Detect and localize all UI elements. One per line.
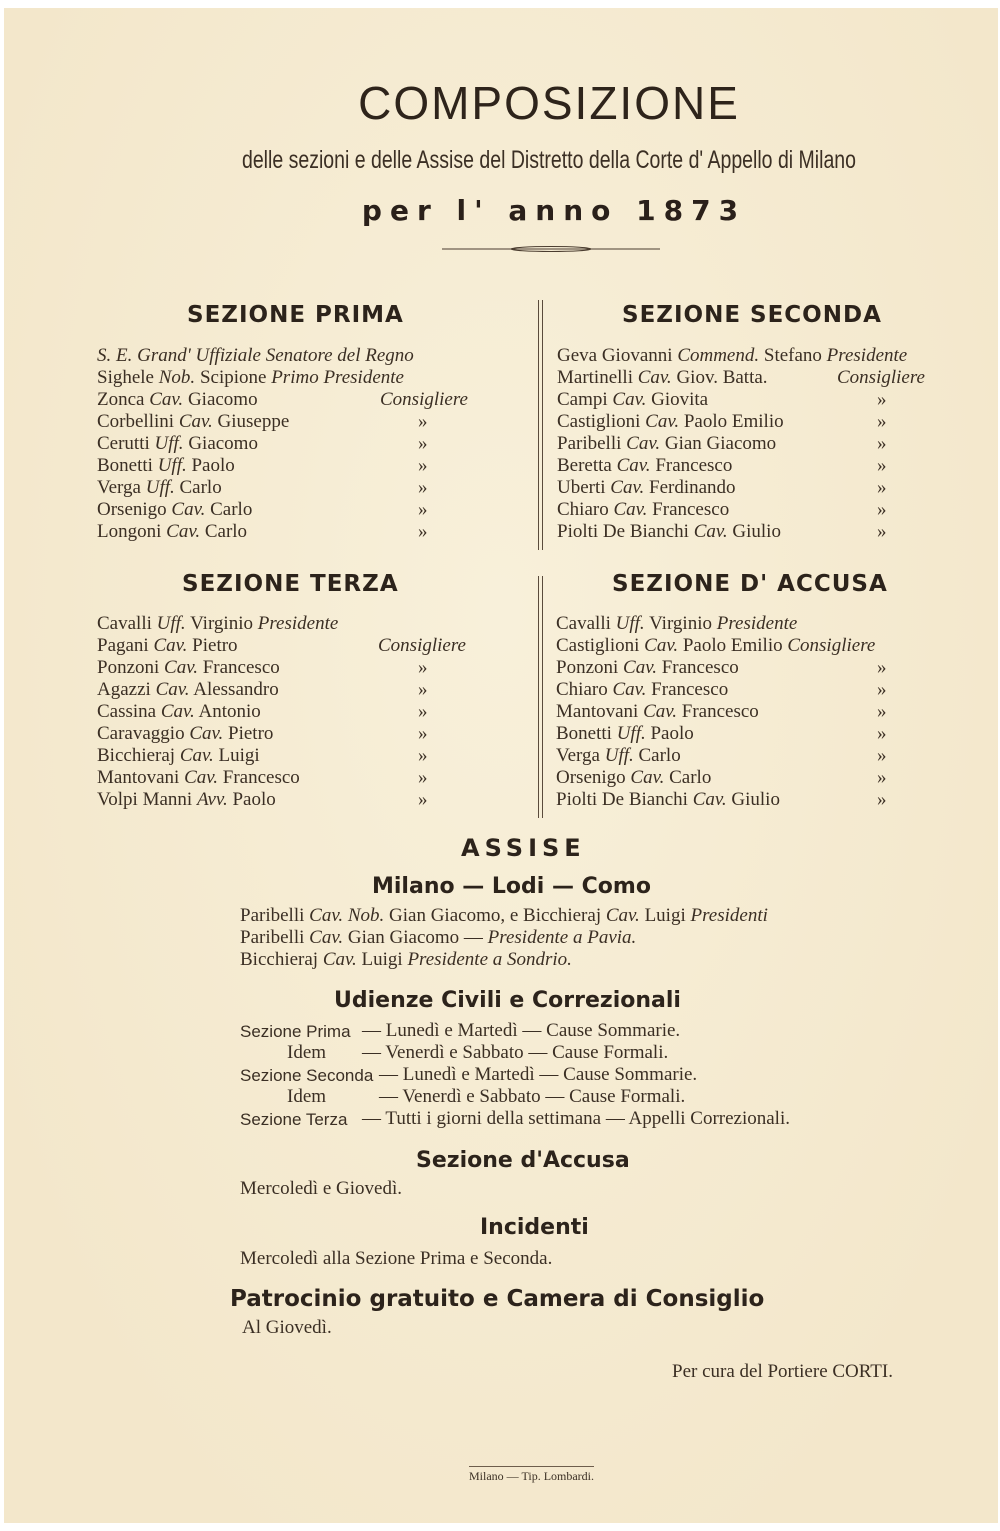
text-segment: Paribelli bbox=[240, 905, 310, 926]
text-segment: Bicchieraj bbox=[97, 745, 180, 766]
member-role: » bbox=[418, 789, 428, 810]
text-segment: Giovita bbox=[646, 389, 709, 410]
member-name bbox=[97, 613, 338, 635]
text-segment: Paolo Emilio bbox=[678, 635, 788, 656]
member-role: » bbox=[418, 657, 428, 678]
member-name bbox=[97, 521, 247, 543]
text-segment: Cav. bbox=[155, 679, 190, 700]
document-title: COMPOSIZIONE bbox=[358, 77, 740, 129]
member-role: » bbox=[418, 411, 428, 432]
member-role: » bbox=[877, 521, 887, 542]
text-segment: Cav. bbox=[637, 367, 672, 388]
member-name bbox=[556, 723, 694, 745]
member-role: » bbox=[418, 767, 428, 788]
member-name bbox=[556, 701, 759, 723]
text-segment: Verga bbox=[556, 745, 605, 766]
schedule-label: Sezione Prima bbox=[240, 1022, 351, 1041]
text-segment: Cav. bbox=[644, 635, 679, 656]
text-segment: Cav. bbox=[643, 701, 678, 722]
text-segment: Cav. bbox=[189, 723, 224, 744]
printer-footer: Milano — Tip. Lombardi. bbox=[469, 1466, 594, 1484]
text-segment: Presidente a Pavia. bbox=[487, 927, 637, 948]
member-name bbox=[556, 657, 739, 679]
member-role: » bbox=[877, 789, 887, 810]
text-segment: Verga bbox=[97, 477, 146, 498]
text-segment: Cav. Nob. bbox=[309, 905, 385, 926]
member-role: » bbox=[418, 745, 428, 766]
member-role: » bbox=[877, 657, 887, 678]
document-page bbox=[4, 8, 998, 1523]
text-segment: Mantovani bbox=[97, 767, 185, 788]
text-segment: Castiglioni bbox=[557, 411, 646, 432]
text-segment: Francesco bbox=[646, 679, 729, 700]
member-name bbox=[97, 433, 258, 455]
text-segment: Avv. bbox=[196, 789, 228, 810]
text-segment: Pagani bbox=[97, 635, 154, 656]
text-segment: Presidente bbox=[716, 613, 798, 634]
text-segment: Volpi Manni bbox=[97, 789, 197, 810]
schedule-label: Idem bbox=[287, 1042, 327, 1063]
text-segment: Virginio bbox=[185, 613, 258, 634]
text-segment: Francesco bbox=[677, 701, 759, 722]
member-role: » bbox=[877, 701, 887, 722]
member-role: » bbox=[418, 701, 428, 722]
text-segment: Longoni bbox=[97, 521, 167, 542]
text-segment: Cav. bbox=[322, 949, 357, 970]
text-segment: Cav. bbox=[605, 905, 640, 926]
text-segment: Cav. bbox=[612, 389, 647, 410]
text-segment: Cavalli bbox=[556, 613, 616, 634]
member-name bbox=[557, 455, 732, 477]
text-segment: Beretta bbox=[557, 455, 617, 476]
text-segment: Bonetti bbox=[556, 723, 617, 744]
text-segment: Cav. bbox=[630, 767, 665, 788]
text-segment: Paolo bbox=[227, 789, 276, 810]
schedule-text: — Venerdì e Sabbato — Cause Formali. bbox=[379, 1086, 686, 1107]
text-segment: Cav. bbox=[160, 701, 195, 722]
text-segment: Cav. bbox=[184, 767, 219, 788]
text-segment: Uberti bbox=[557, 477, 611, 498]
text-segment: Cav. bbox=[612, 679, 647, 700]
assise-line bbox=[240, 927, 636, 949]
assise-line bbox=[240, 905, 768, 927]
member-name bbox=[97, 367, 404, 389]
text-segment: Uff. bbox=[156, 613, 186, 634]
member-name bbox=[556, 745, 681, 767]
text-segment: Paribelli bbox=[557, 433, 627, 454]
text-segment: Piolti De Bianchi bbox=[557, 521, 694, 542]
text-segment: Cav. bbox=[164, 657, 198, 678]
schedule-label: Idem bbox=[287, 1086, 327, 1107]
text-segment: Francesco bbox=[650, 455, 733, 476]
text-segment: Gian Giacomo — bbox=[343, 927, 488, 948]
member-role: Consigliere bbox=[837, 367, 925, 388]
text-segment: Presidenti bbox=[690, 905, 768, 926]
member-name bbox=[97, 657, 280, 679]
text-segment: Uff. bbox=[616, 723, 646, 744]
text-segment: Pietro bbox=[187, 635, 238, 656]
member-name bbox=[556, 679, 728, 701]
text-segment: Geva Giovanni bbox=[557, 345, 678, 366]
member-name bbox=[97, 389, 258, 411]
text-segment: Giuseppe bbox=[212, 411, 290, 432]
text-segment: Orsenigo bbox=[97, 499, 172, 520]
text-segment: Cav. bbox=[693, 521, 728, 542]
text-segment: Alessandro bbox=[189, 679, 279, 700]
member-name bbox=[97, 635, 238, 657]
assise-places: Milano — Lodi — Como bbox=[372, 874, 651, 899]
member-role: » bbox=[877, 499, 887, 520]
member-name bbox=[557, 477, 736, 499]
member-name bbox=[556, 789, 780, 811]
text-segment: Cerutti bbox=[97, 433, 155, 454]
patrocinio-heading: Patrocinio gratuito e Camera di Consiglio bbox=[230, 1286, 765, 1312]
member-name bbox=[97, 455, 235, 477]
assise-heading: ASSISE bbox=[461, 834, 586, 862]
accusa-heading: Sezione d'Accusa bbox=[416, 1148, 630, 1173]
text-segment: Scipione bbox=[195, 367, 272, 388]
member-name bbox=[557, 433, 776, 455]
text-segment: Cav. bbox=[178, 411, 213, 432]
member-role: » bbox=[877, 389, 887, 410]
text-segment: Carlo bbox=[200, 521, 248, 542]
text-segment: Cav. bbox=[616, 455, 651, 476]
text-segment: S. E. Grand' Uffiziale Senatore del Regno bbox=[97, 345, 414, 366]
text-segment: Gian Giacomo, e Bicchieraj bbox=[384, 905, 606, 926]
member-role: » bbox=[418, 455, 428, 476]
incidenti-text: Mercoledì alla Sezione Prima e Seconda. bbox=[240, 1248, 553, 1269]
year-line: per l' anno 1873 bbox=[361, 194, 747, 227]
member-role: » bbox=[877, 455, 887, 476]
text-segment: Francesco bbox=[647, 499, 730, 520]
member-role: » bbox=[418, 433, 428, 454]
member-role: » bbox=[877, 723, 887, 744]
member-name bbox=[97, 767, 300, 789]
section-heading: SEZIONE D' ACCUSA bbox=[612, 571, 888, 597]
text-segment: Paolo bbox=[645, 723, 694, 744]
member-name bbox=[97, 723, 273, 745]
text-segment: Luigi bbox=[213, 745, 260, 766]
member-name bbox=[97, 411, 289, 433]
member-role: Consigliere bbox=[378, 635, 466, 656]
text-segment: Consigliere bbox=[787, 635, 876, 656]
text-segment: Uff. bbox=[604, 745, 634, 766]
text-segment: Stefano bbox=[759, 345, 827, 366]
section-heading: SEZIONE TERZA bbox=[182, 571, 399, 597]
text-segment: Cav. bbox=[623, 657, 657, 678]
text-segment: Giacomo bbox=[183, 389, 258, 410]
text-segment: Cav. bbox=[153, 635, 188, 656]
text-segment: Ferdinando bbox=[644, 477, 736, 498]
schedule-label: Sezione Terza bbox=[240, 1110, 348, 1129]
text-segment: Cav. bbox=[179, 745, 214, 766]
member-role: » bbox=[877, 745, 887, 766]
member-name bbox=[557, 389, 708, 411]
text-segment: Paolo Emilio bbox=[679, 411, 784, 432]
text-segment: Francesco bbox=[197, 657, 280, 678]
text-segment: Antonio bbox=[194, 701, 261, 722]
column-divider bbox=[538, 576, 543, 818]
member-name bbox=[556, 767, 711, 789]
text-segment: Uff. bbox=[157, 455, 187, 476]
patrocinio-text: Al Giovedì. bbox=[242, 1317, 332, 1338]
text-segment: Uff. bbox=[145, 477, 175, 498]
member-name bbox=[97, 701, 261, 723]
text-segment: Cav. bbox=[692, 789, 727, 810]
text-segment: Cav. bbox=[613, 499, 648, 520]
text-segment: Giulio bbox=[726, 789, 780, 810]
member-name bbox=[97, 499, 252, 521]
text-segment: Cav. bbox=[171, 499, 206, 520]
text-segment: Ponzoni bbox=[97, 657, 165, 678]
text-segment: Cav. bbox=[610, 477, 645, 498]
text-segment: Cassina bbox=[97, 701, 161, 722]
member-name bbox=[97, 477, 222, 499]
text-segment: Francesco bbox=[218, 767, 300, 788]
udienze-heading: Udienze Civili e Correzionali bbox=[334, 988, 681, 1013]
text-segment: Carlo bbox=[633, 745, 681, 766]
text-segment: Francesco bbox=[656, 657, 739, 678]
member-name bbox=[97, 345, 414, 367]
section-heading: SEZIONE SECONDA bbox=[622, 302, 882, 328]
text-segment: Sighele bbox=[97, 367, 159, 388]
text-segment: Campi bbox=[557, 389, 613, 410]
text-segment: Chiaro bbox=[557, 499, 614, 520]
member-name bbox=[557, 367, 768, 389]
text-segment: Caravaggio bbox=[97, 723, 190, 744]
text-segment: Mantovani bbox=[556, 701, 644, 722]
text-segment: Luigi bbox=[356, 949, 408, 970]
text-segment: Cav. bbox=[149, 389, 184, 410]
text-segment: Bicchieraj bbox=[240, 949, 323, 970]
member-role: » bbox=[418, 521, 428, 542]
member-role: Consigliere bbox=[380, 389, 468, 410]
text-segment: Cav. bbox=[626, 433, 661, 454]
member-role: » bbox=[418, 477, 428, 498]
schedule-text: — Lunedì e Martedì — Cause Sommarie. bbox=[362, 1020, 681, 1041]
member-role: » bbox=[418, 499, 428, 520]
member-role: » bbox=[877, 433, 887, 454]
text-segment: Nob. bbox=[158, 367, 196, 388]
schedule-text: — Tutti i giorni della settimana — Appelli Correzionali. bbox=[362, 1108, 790, 1129]
member-role: » bbox=[877, 477, 887, 498]
text-segment: Ponzoni bbox=[556, 657, 624, 678]
member-name bbox=[97, 745, 260, 767]
schedule-label: Sezione Seconda bbox=[240, 1066, 374, 1085]
member-name bbox=[557, 521, 781, 543]
member-name bbox=[557, 499, 729, 521]
text-segment: Presidente bbox=[257, 613, 339, 634]
text-segment: Uff. bbox=[154, 433, 184, 454]
schedule-text: — Lunedì e Martedì — Cause Sommarie. bbox=[379, 1064, 698, 1085]
text-segment: Carlo bbox=[174, 477, 222, 498]
text-segment: Giulio bbox=[727, 521, 781, 542]
member-name bbox=[97, 789, 276, 811]
member-role: » bbox=[877, 679, 887, 700]
member-name bbox=[97, 679, 279, 701]
text-segment: Cav. bbox=[166, 521, 201, 542]
section-heading: SEZIONE PRIMA bbox=[187, 302, 404, 328]
document-subtitle: delle sezioni e delle Assise del Distretto della Corte d' Appello di Milano bbox=[241, 146, 856, 174]
text-segment: Uff. bbox=[615, 613, 645, 634]
text-segment: Martinelli bbox=[557, 367, 638, 388]
text-segment: Carlo bbox=[664, 767, 712, 788]
member-role: » bbox=[877, 767, 887, 788]
column-divider bbox=[538, 300, 543, 550]
member-name bbox=[556, 635, 875, 657]
text-segment: Orsenigo bbox=[556, 767, 631, 788]
text-segment: Carlo bbox=[205, 499, 253, 520]
text-segment: Luigi bbox=[639, 905, 691, 926]
text-segment: Primo Presidente bbox=[271, 367, 404, 388]
member-name bbox=[557, 345, 907, 367]
text-segment: Cav. bbox=[645, 411, 680, 432]
text-segment: Pietro bbox=[223, 723, 274, 744]
member-role: » bbox=[418, 723, 428, 744]
text-segment: Giacomo bbox=[183, 433, 258, 454]
schedule-text: — Venerdì e Sabbato — Cause Formali. bbox=[362, 1042, 669, 1063]
member-role: » bbox=[877, 411, 887, 432]
text-segment: Agazzi bbox=[97, 679, 156, 700]
text-segment: Corbellini bbox=[97, 411, 179, 432]
text-segment: Castiglioni bbox=[556, 635, 645, 656]
text-segment: Chiaro bbox=[556, 679, 613, 700]
ornament-divider bbox=[442, 246, 660, 252]
text-segment: Zonca bbox=[97, 389, 150, 410]
signature-line: Per cura del Portiere CORTI. bbox=[672, 1361, 893, 1382]
text-segment: Paribelli bbox=[240, 927, 310, 948]
accusa-text: Mercoledì e Giovedì. bbox=[240, 1178, 402, 1199]
text-segment: Gian Giacomo bbox=[660, 433, 777, 454]
text-segment: Presidente bbox=[826, 345, 908, 366]
member-name bbox=[556, 613, 797, 635]
text-segment: Cavalli bbox=[97, 613, 157, 634]
text-segment: Commend. bbox=[677, 345, 760, 366]
text-segment: Giov. Batta. bbox=[671, 367, 768, 388]
text-segment: Cav. bbox=[309, 927, 344, 948]
assise-line bbox=[240, 949, 572, 971]
member-name bbox=[557, 411, 784, 433]
text-segment: Presidente a Sondrio. bbox=[407, 949, 572, 970]
text-segment: Piolti De Bianchi bbox=[556, 789, 693, 810]
text-segment: Bonetti bbox=[97, 455, 158, 476]
text-segment: Paolo bbox=[186, 455, 235, 476]
incidenti-heading: Incidenti bbox=[480, 1215, 589, 1240]
member-role: » bbox=[418, 679, 428, 700]
text-segment: Virginio bbox=[644, 613, 717, 634]
